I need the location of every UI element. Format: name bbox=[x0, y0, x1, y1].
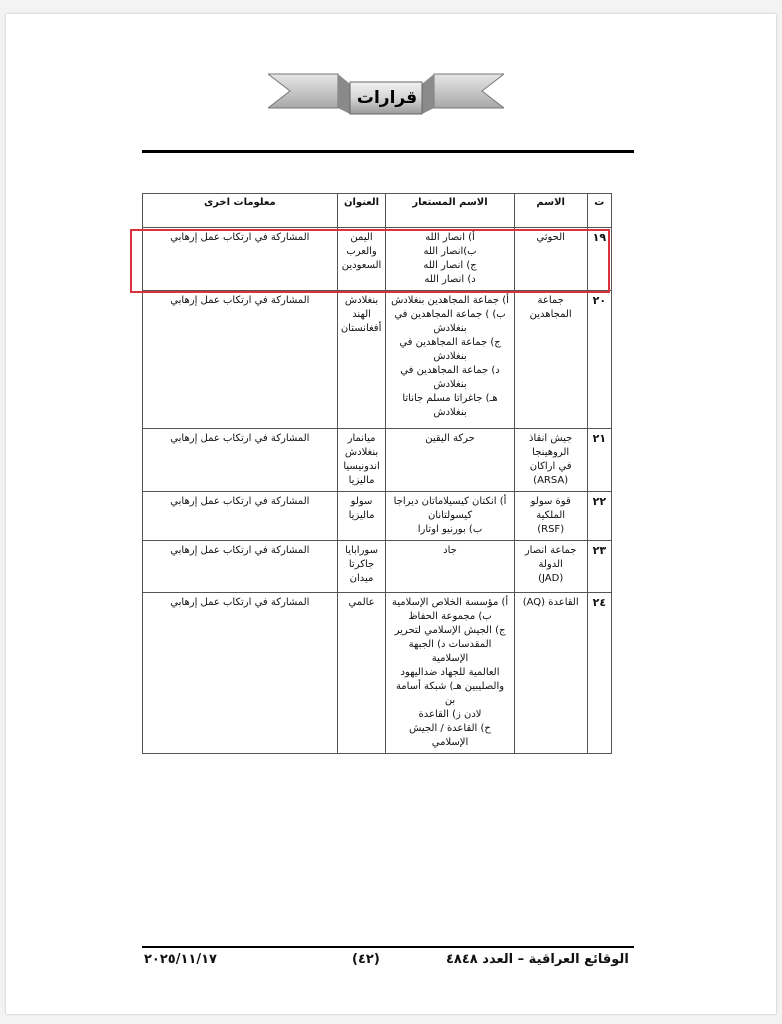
name-line: جماعة المجاهدين bbox=[529, 295, 572, 320]
alias-line: العالمية للجهاد ضداليهود bbox=[400, 667, 500, 678]
table-row bbox=[143, 492, 612, 541]
cell-info: المشاركة في ارتكاب عمل إرهابي bbox=[143, 492, 338, 541]
title-banner bbox=[268, 70, 504, 130]
alias-line: ج) انصار الله bbox=[423, 260, 477, 271]
name-line: (RSF) bbox=[537, 524, 565, 535]
address-line: ميدان bbox=[349, 573, 374, 584]
name-line: قوة سولو الملكية bbox=[530, 496, 571, 521]
alias-line: جاد bbox=[443, 545, 457, 556]
alias-line: بنغلادش bbox=[433, 351, 467, 362]
cell-info: المشاركة في ارتكاب عمل إرهابي bbox=[143, 429, 338, 492]
cell-address bbox=[337, 593, 386, 754]
alias-line: أ) انصار الله bbox=[425, 232, 475, 243]
top-divider bbox=[142, 150, 634, 153]
name-line: جماعة انصار الدولة bbox=[524, 545, 577, 570]
alias-line: هـ) جاغراتا مسلم جاناتا bbox=[402, 393, 498, 404]
alias-line: كيسولتانان bbox=[427, 510, 473, 521]
cell-name bbox=[514, 429, 587, 492]
header-address: العنوان bbox=[337, 194, 386, 228]
highlight-box bbox=[130, 229, 610, 293]
header-alias: الاسم المستعار bbox=[386, 194, 514, 228]
table-header-row bbox=[143, 194, 612, 228]
cell-info: المشاركة في ارتكاب عمل إرهابي bbox=[143, 541, 338, 593]
alias-line: ب) ) جماعة المجاهدين في bbox=[394, 309, 506, 320]
alias-line: أ) مؤسسة الخلاص الإسلامية bbox=[391, 597, 509, 608]
name-line: (JAD) bbox=[538, 573, 564, 584]
cell-number: ١٩ bbox=[587, 228, 611, 291]
address-line: سورابايا bbox=[345, 545, 378, 556]
cell-number: ٢١ bbox=[587, 429, 611, 492]
cell-alias bbox=[386, 291, 514, 429]
cell-name bbox=[514, 291, 587, 429]
cell-address bbox=[337, 541, 386, 593]
alias-line: بنغلادش bbox=[433, 407, 467, 418]
address-line: اليمن bbox=[350, 232, 373, 243]
cell-info: المشاركة في ارتكاب عمل إرهابي bbox=[143, 291, 338, 429]
alias-line: أ) انكتان كيسيلاماتان ديراجا bbox=[393, 496, 507, 507]
cell-number: ٢٤ bbox=[587, 593, 611, 754]
table-row bbox=[143, 541, 612, 593]
alias-line: بنغلادش bbox=[433, 323, 467, 334]
header-name: الاسم bbox=[514, 194, 587, 228]
alias-line: ج) جماعة المجاهدين في bbox=[399, 337, 501, 348]
cell-alias bbox=[386, 593, 514, 754]
address-line: بنغلادش bbox=[344, 295, 379, 306]
cell-address bbox=[337, 291, 386, 429]
cell-name bbox=[514, 492, 587, 541]
alias-line: ج) الجيش الإسلامي لتحرير bbox=[394, 625, 506, 636]
address-line: ميانمار bbox=[347, 433, 376, 444]
address-line: اندونيسيا bbox=[343, 461, 380, 472]
banner-title: قرارات bbox=[356, 88, 418, 108]
alias-line: د) انصار الله bbox=[424, 274, 476, 285]
address-line: والعرب bbox=[346, 246, 377, 257]
address-line: بنغلادش bbox=[344, 447, 379, 458]
cell-number: ٢٣ bbox=[587, 541, 611, 593]
name-line: جيش انقاذ الروهينجا bbox=[529, 433, 573, 458]
table-row bbox=[143, 429, 612, 492]
address-line: أفغانستان bbox=[340, 323, 382, 334]
cell-number: ٢٢ bbox=[587, 492, 611, 541]
alias-line: ب)انصار الله bbox=[423, 246, 477, 257]
address-line: عالمي bbox=[348, 597, 375, 608]
address-line: السعودين bbox=[341, 260, 382, 271]
alias-line: ب) بورنيو اوتارا bbox=[417, 524, 483, 535]
footer-publication: الوقائع العراقية – العدد ٤٨٤٨ bbox=[446, 952, 629, 967]
alias-line: والصليبين هـ) شبكة أسامة بن bbox=[395, 681, 505, 706]
cell-info: المشاركة في ارتكاب عمل إرهابي bbox=[143, 593, 338, 754]
footer-date: ٢٠٢٥/١١/١٧ bbox=[144, 952, 217, 967]
alias-line: ب) مجموعة الحفاظ bbox=[408, 611, 492, 622]
name-line: الحوثي bbox=[536, 232, 565, 243]
address-line: ماليزيا bbox=[348, 475, 375, 486]
cell-info: المشاركة في ارتكاب عمل إرهابي bbox=[143, 228, 338, 291]
alias-line: د) جماعة المجاهدين في bbox=[400, 365, 500, 376]
header-info: معلومات اخرى bbox=[143, 194, 338, 228]
bottom-divider bbox=[142, 946, 634, 948]
address-line: جاكرتا bbox=[348, 559, 375, 570]
name-line: القاعدة (AQ) bbox=[522, 597, 579, 608]
alias-line: بنغلادش bbox=[433, 379, 467, 390]
cell-name bbox=[514, 593, 587, 754]
cell-address bbox=[337, 429, 386, 492]
table-row bbox=[143, 291, 612, 429]
cell-name bbox=[514, 541, 587, 593]
cell-number: ٢٠ bbox=[587, 291, 611, 429]
name-line: في اراكان (ARSA) bbox=[529, 461, 572, 486]
header-no: ت bbox=[587, 194, 611, 228]
alias-line: لادن ز) القاعدة bbox=[418, 709, 482, 720]
address-line: ماليزيا bbox=[348, 510, 375, 521]
address-line: سولو bbox=[350, 496, 373, 507]
alias-line: حركة اليقين bbox=[425, 433, 475, 444]
cell-alias bbox=[386, 429, 514, 492]
cell-alias bbox=[386, 492, 514, 541]
address-line: الهند bbox=[352, 309, 371, 320]
alias-line: المقدسات د) الجبهة الإسلامية bbox=[408, 639, 492, 664]
alias-line: ح) القاعدة / الجيش الإسلامي bbox=[409, 723, 491, 748]
footer-page-number: (٤٢) bbox=[352, 952, 380, 967]
cell-alias bbox=[386, 541, 514, 593]
alias-line: أ) جماعة المجاهدين بنغلادش bbox=[391, 295, 509, 306]
cell-address bbox=[337, 492, 386, 541]
table-row bbox=[143, 593, 612, 754]
